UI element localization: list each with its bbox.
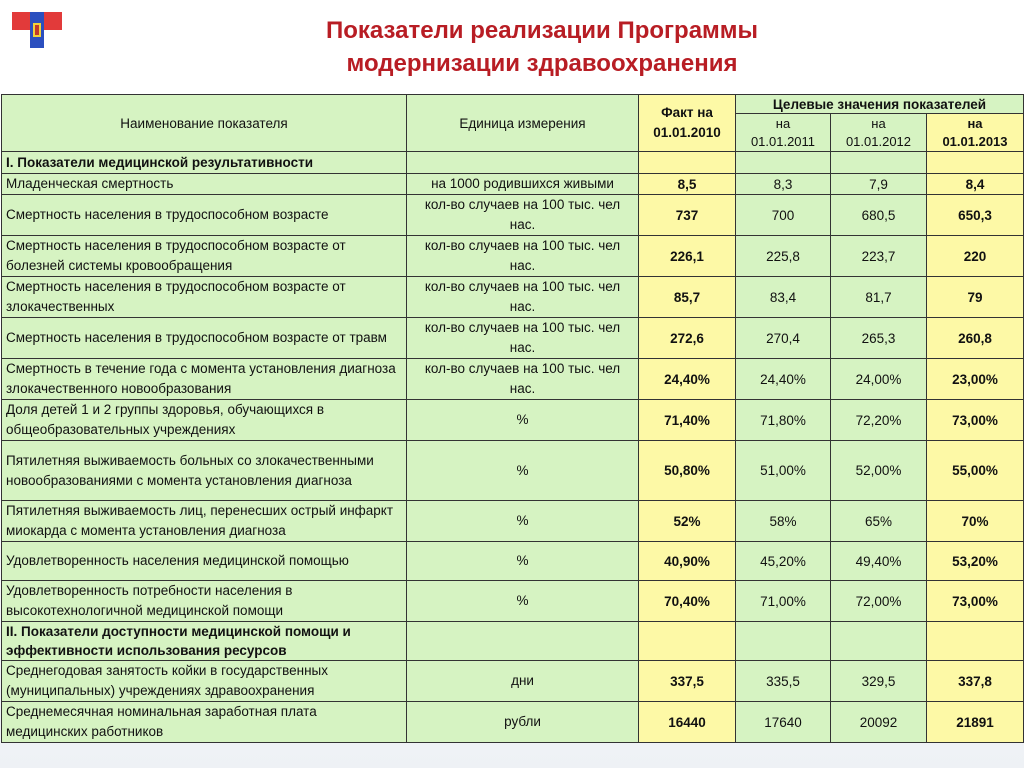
empty-cell [639, 152, 736, 174]
target-2012: 65% [831, 501, 927, 542]
indicator-name: Смертность населения в трудоспособном возрасте [2, 195, 407, 236]
table-row [2, 702, 1024, 743]
indicator-unit: % [407, 542, 639, 581]
header-2012-top: на [871, 115, 886, 131]
target-2011: 8,3 [736, 174, 831, 195]
fact-value: 52% [639, 501, 736, 542]
target-2011: 270,4 [736, 318, 831, 359]
indicators-table [1, 94, 1024, 743]
table-row [2, 318, 1024, 359]
indicator-name: Доля детей 1 и 2 группы здоровья, обучающихся в общеобразовательных учреждениях [2, 400, 407, 441]
target-2012: 72,20% [831, 400, 927, 441]
indicator-unit: рубли [407, 702, 639, 743]
target-2012: 72,00% [831, 581, 927, 622]
target-2013: 337,8 [927, 661, 1024, 702]
table-row [2, 400, 1024, 441]
target-2013: 53,20% [927, 542, 1024, 581]
indicator-name: Смертность в течение года с момента установления диагноза злокачественного новообразования [2, 359, 407, 400]
fact-value: 24,40% [639, 359, 736, 400]
header-2012-bottom: 01.01.2012 [845, 133, 912, 149]
empty-cell [736, 622, 831, 661]
target-2013: 55,00% [927, 441, 1024, 501]
target-2012: 81,7 [831, 277, 927, 318]
fact-value: 16440 [639, 702, 736, 743]
target-2011: 225,8 [736, 236, 831, 277]
fact-value: 85,7 [639, 277, 736, 318]
target-2012: 680,5 [831, 195, 927, 236]
fact-value: 337,5 [639, 661, 736, 702]
target-2013: 21891 [927, 702, 1024, 743]
indicator-name: Удовлетворенность населения медицинской помощью [2, 542, 407, 581]
target-2011: 335,5 [736, 661, 831, 702]
section-row [2, 152, 1024, 174]
empty-cell [407, 622, 639, 661]
target-2011: 71,80% [736, 400, 831, 441]
target-2012: 52,00% [831, 441, 927, 501]
target-2013: 220 [927, 236, 1024, 277]
indicator-name: Среднегодовая занятость койки в государственных (муниципальных) учреждениях здравоохранения [2, 661, 407, 702]
header-fact-line1: Факт на [661, 105, 713, 120]
target-2011: 17640 [736, 702, 831, 743]
section-title: I. Показатели медицинской результативности [2, 152, 407, 174]
indicator-name: Смертность населения в трудоспособном возрасте от злокачественных [2, 277, 407, 318]
empty-cell [407, 152, 639, 174]
header-unit: Единица измерения [407, 95, 639, 152]
fact-value: 8,5 [639, 174, 736, 195]
indicator-name: Удовлетворенность потребности населения в высокотехнологичной медицинской помощи [2, 581, 407, 622]
target-2012: 223,7 [831, 236, 927, 277]
header-targets: Целевые значения показателей [736, 95, 1024, 114]
header-2012 [831, 114, 927, 152]
table-row [2, 236, 1024, 277]
target-2013: 73,00% [927, 581, 1024, 622]
indicator-unit: кол-во случаев на 100 тыс. чел нас. [407, 236, 639, 277]
fact-value: 737 [639, 195, 736, 236]
section-row [2, 622, 1024, 661]
target-2013: 23,00% [927, 359, 1024, 400]
target-2012: 329,5 [831, 661, 927, 702]
fact-value: 272,6 [639, 318, 736, 359]
empty-cell [927, 622, 1024, 661]
target-2011: 51,00% [736, 441, 831, 501]
table-row [2, 195, 1024, 236]
table-row [2, 542, 1024, 581]
target-2012: 20092 [831, 702, 927, 743]
page-title [0, 14, 1024, 80]
indicator-unit: % [407, 501, 639, 542]
indicator-name: Пятилетняя выживаемость лиц, перенесших острый инфаркт миокарда с момента установления диагноза [2, 501, 407, 542]
section-title: II. Показатели доступности медицинской помощи и эффективности использования ресурсов [2, 622, 407, 661]
table-row [2, 661, 1024, 702]
empty-cell [736, 152, 831, 174]
table-row [2, 441, 1024, 501]
empty-cell [831, 152, 927, 174]
header-2011-top: на [775, 115, 791, 131]
target-2011: 24,40% [736, 359, 831, 400]
header-2013 [927, 114, 1024, 152]
indicator-unit: на 1000 родившихся живыми [407, 174, 639, 195]
header-name: Наименование показателя [2, 95, 407, 152]
table-row [2, 174, 1024, 195]
target-2012: 24,00% [831, 359, 927, 400]
indicator-name: Смертность населения в трудоспособном возрасте от болезней системы кровообращения [2, 236, 407, 277]
indicator-unit: кол-во случаев на 100 тыс. чел нас. [407, 318, 639, 359]
indicator-name: Младенческая смертность [2, 174, 407, 195]
header-2011-bottom: 01.01.2011 [750, 133, 816, 149]
empty-cell [639, 622, 736, 661]
empty-cell [831, 622, 927, 661]
header-2011 [736, 114, 831, 152]
header-2013-top: на [967, 115, 983, 131]
fact-value: 70,40% [639, 581, 736, 622]
indicator-unit: кол-во случаев на 100 тыс. чел нас. [407, 277, 639, 318]
table-row [2, 277, 1024, 318]
fact-value: 40,90% [639, 542, 736, 581]
target-2013: 650,3 [927, 195, 1024, 236]
header-fact-line2: 01.01.2010 [653, 125, 721, 140]
target-2011: 83,4 [736, 277, 831, 318]
target-2013: 79 [927, 277, 1024, 318]
table-row [2, 359, 1024, 400]
target-2012: 265,3 [831, 318, 927, 359]
indicator-unit: % [407, 400, 639, 441]
target-2013: 8,4 [927, 174, 1024, 195]
table-row [2, 501, 1024, 542]
target-2011: 71,00% [736, 581, 831, 622]
target-2011: 700 [736, 195, 831, 236]
indicator-unit: дни [407, 661, 639, 702]
indicator-name: Пятилетняя выживаемость больных со злокачественными новообразованиями с момента установления диагноза [2, 441, 407, 501]
target-2011: 45,20% [736, 542, 831, 581]
table-row [2, 581, 1024, 622]
target-2013: 70% [927, 501, 1024, 542]
indicator-unit: % [407, 581, 639, 622]
empty-cell [927, 152, 1024, 174]
title-line-1: Показатели реализации Программы [325, 17, 759, 44]
fact-value: 71,40% [639, 400, 736, 441]
indicator-unit: % [407, 441, 639, 501]
target-2013: 73,00% [927, 400, 1024, 441]
indicator-name: Смертность населения в трудоспособном возрасте от травм [2, 318, 407, 359]
header-2013-bottom: 01.01.2013 [942, 133, 1008, 149]
target-2011: 58% [736, 501, 831, 542]
indicator-name: Среднемесячная номинальная заработная плата медицинских работников [2, 702, 407, 743]
indicator-unit: кол-во случаев на 100 тыс. чел нас. [407, 195, 639, 236]
indicator-unit: кол-во случаев на 100 тыс. чел нас. [407, 359, 639, 400]
target-2012: 7,9 [831, 174, 927, 195]
title-line-2: модернизации здравоохранения [346, 50, 738, 77]
fact-value: 50,80% [639, 441, 736, 501]
target-2012: 49,40% [831, 542, 927, 581]
target-2013: 260,8 [927, 318, 1024, 359]
fact-value: 226,1 [639, 236, 736, 277]
header-fact [639, 95, 736, 152]
